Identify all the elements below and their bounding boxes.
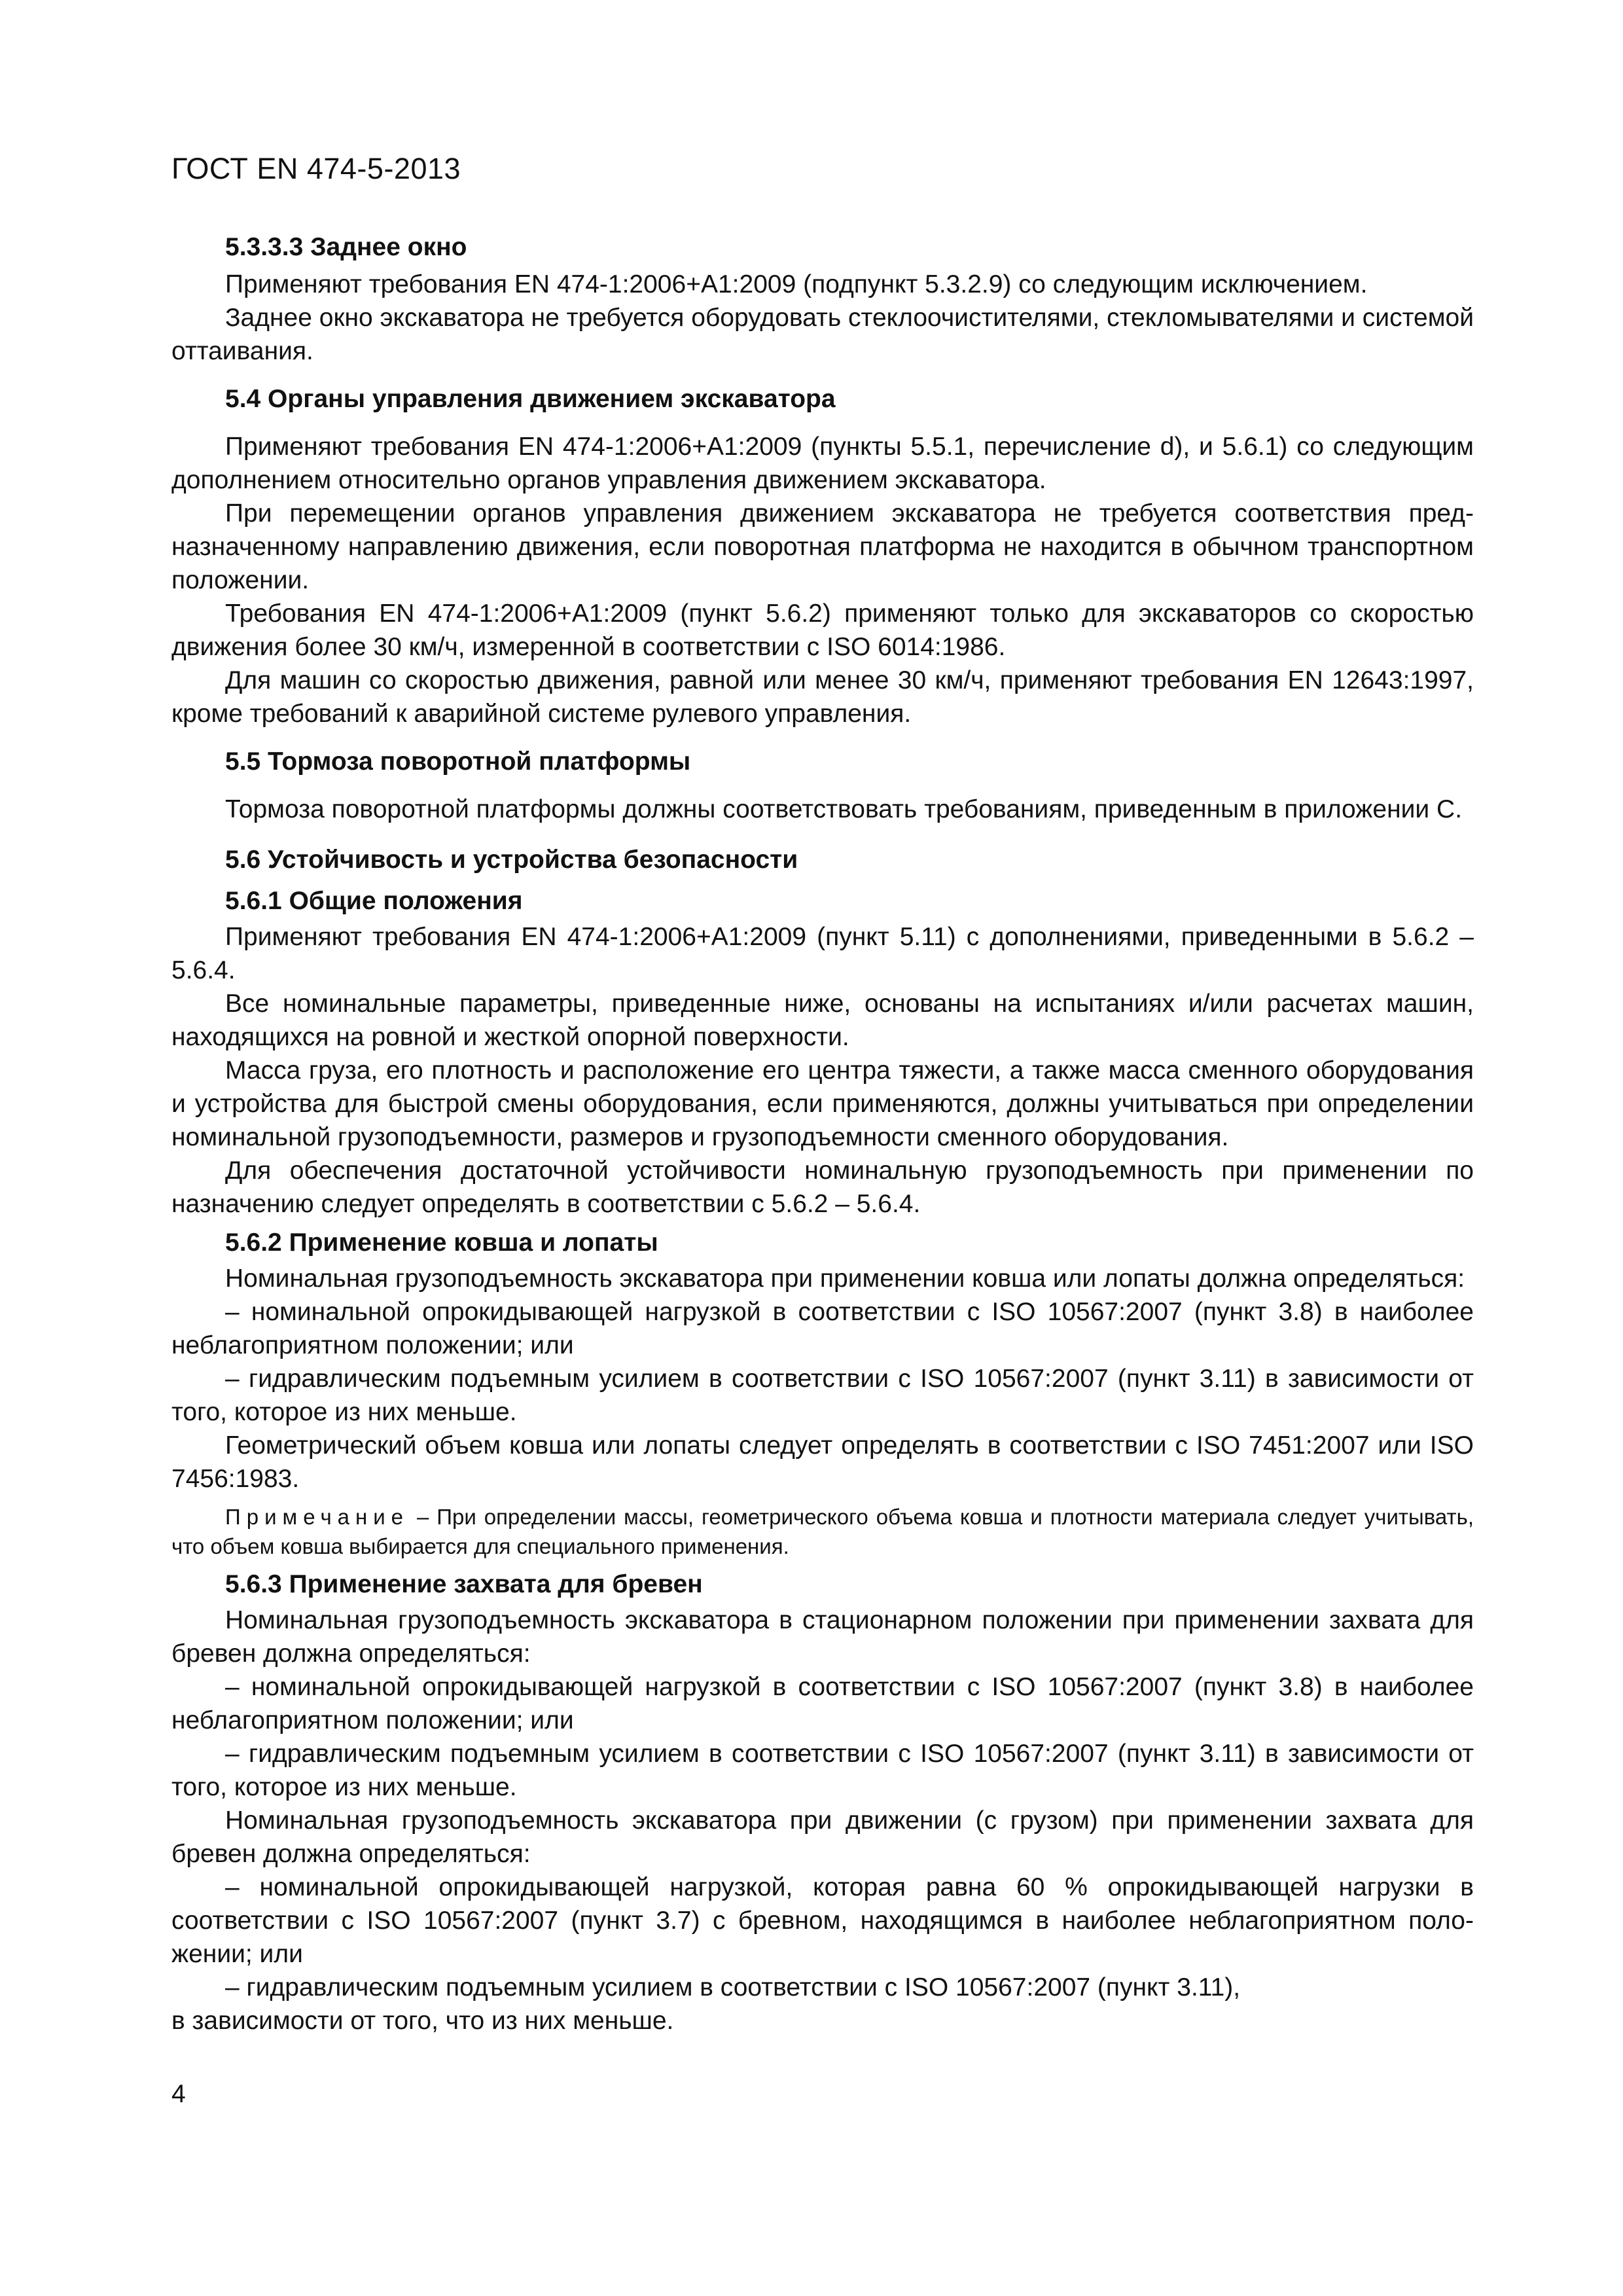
paragraph: Тормоза поворотной платформы должны соответствовать требованиям, приведенным в приложении С. [225, 795, 1463, 823]
paragraph: Применяют требования EN 474-1:2006+A1:2009 (пункт 5.11) с дополнениями, приведенными в 5.6.2 – 5.6.4. [171, 923, 1474, 984]
paragraph: Для обеспечения достаточной устойчивости номинальную грузоподъемность при применении по назначению следует определять в соответствии с 5.6.2 – 5.6.4. [171, 1157, 1474, 1218]
heading-5-6-3: 5.6.3 Применение захвата для бревен [225, 1570, 703, 1598]
list-item: – номинальной опрокидывающей нагрузкой, которая равна 60 % опрокидывающей нагрузки в соответствии с ISO 10567:2007 (пункт 3.7) с бревном, находящимся в наиболее неблагоприятном положении; или [171, 1873, 1474, 1968]
paragraph: в зависимости от того, что из них меньше. [171, 2007, 674, 2035]
note-text: – При определении массы, геометрического объема ковша и плотности материала следует учитывать, что объем ковша выбирается для специального применения. [171, 1505, 1474, 1558]
paragraph: Применяют требования EN 474-1:2006+A1:2009 (подпункт 5.3.2.9) со следующим исключением. [225, 270, 1368, 298]
paragraph: Требования EN 474-1:2006+A1:2009 (пункт 5.6.2) применяют только для экскаваторов со скоростью движения более 30 км/ч, измеренной в соответствии с ISO 6014:1986. [171, 600, 1474, 661]
heading-5-3-3-3: 5.3.3.3 Заднее окно [225, 233, 467, 261]
paragraph: Для машин со скоростью движения, равной или менее 30 км/ч, применяют требования EN 12643:1997, кроме требований к аварийной системе рулевого управления. [171, 666, 1474, 728]
heading-5-6-2: 5.6.2 Применение ковша и лопаты [225, 1229, 658, 1257]
paragraph: Все номинальные параметры, приведенные ниже, основаны на испытаниях и/или расчетах машин, находящихся на ровной и жесткой опорной поверхности. [171, 990, 1474, 1051]
paragraph: Применяют требования EN 474-1:2006+A1:2009 (пункты 5.5.1, перечисление d), и 5.6.1) со следующим дополнением относительно органов управления движением экскаватора. [171, 433, 1474, 494]
list-item: – гидравлическим подъемным усилием в соответствии с ISO 10567:2007 (пункт 3.11) в зависимости от того, которое из них меньше. [171, 1365, 1474, 1426]
heading-5-6-1: 5.6.1 Общие положения [225, 887, 523, 915]
heading-5-4: 5.4 Органы управления движением экскаватора [225, 385, 836, 413]
document-id-header: ГОСТ EN 474-5-2013 [171, 152, 461, 185]
paragraph: Номинальная грузоподъемность экскаватора при движении (с грузом) при применении захвата для бревен должна определяться: [171, 1806, 1474, 1868]
page-number: 4 [171, 2080, 186, 2108]
note-label: Примечание [225, 1505, 410, 1529]
list-item: – гидравлическим подъемным усилием в соответствии с ISO 10567:2007 (пункт 3.11), [225, 1973, 1241, 2001]
document-body [171, 230, 1474, 2037]
heading-5-6: 5.6 Устойчивость и устройства безопасности [225, 846, 798, 874]
paragraph: Номинальная грузоподъемность экскаватора при применении ковша или лопаты должна определяться: [225, 1265, 1465, 1293]
list-item: – номинальной опрокидывающей нагрузкой в соответствии с ISO 10567:2007 (пункт 3.8) в наиболее неблагоприятном положении; или [171, 1673, 1474, 1734]
paragraph: Номинальная грузоподъемность экскаватора в стационарном положении при применении захвата для бревен должна определяться: [171, 1606, 1474, 1668]
list-item: – гидравлическим подъемным усилием в соответствии с ISO 10567:2007 (пункт 3.11) в зависимости от того, которое из них меньше. [171, 1740, 1474, 1801]
paragraph: Геометрический объем ковша или лопаты следует определять в соответствии с ISO 7451:2007 или ISO 7456:1983. [171, 1431, 1474, 1493]
paragraph: При перемещении органов управления движением экскаватора не требуется соответствия предназначенному направлению движения, если поворотная платформа не находится в обычном транспортном положении. [171, 499, 1474, 594]
heading-5-5: 5.5 Тормоза поворотной платформы [225, 747, 691, 776]
note [171, 1502, 1474, 1561]
list-item: – номинальной опрокидывающей нагрузкой в соответствии с ISO 10567:2007 (пункт 3.8) в наиболее неблагоприятном положении; или [171, 1298, 1474, 1359]
paragraph: Заднее окно экскаватора не требуется оборудовать стеклоочистителями, стекломывателями и системой оттаивания. [171, 304, 1474, 365]
paragraph: Масса груза, его плотность и расположение его центра тяжести, а также масса сменного оборудования и устройства для быстрой смены оборудования, если применяются, должны учитываться при определении номинальной грузоподъемности, размеров и грузоподъемности сменного оборудования. [171, 1056, 1474, 1151]
